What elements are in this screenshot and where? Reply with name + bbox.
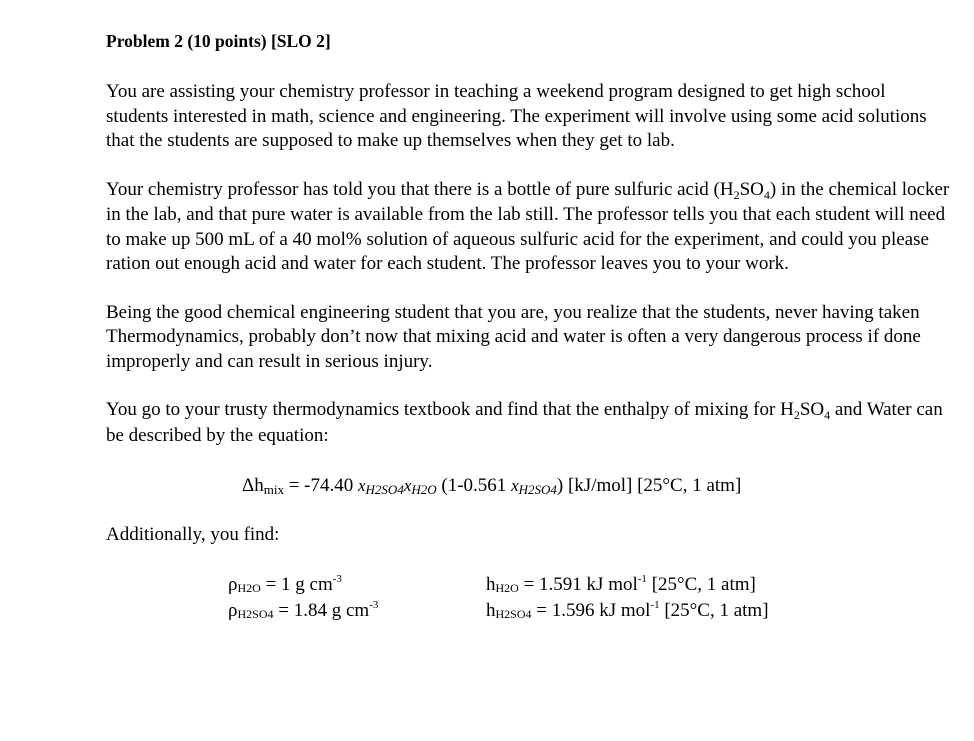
eq-mole-fraction-water: x xyxy=(403,476,412,495)
rho-sub: H2SO4 xyxy=(237,607,274,621)
h-value: = 1.596 kJ mol xyxy=(531,600,651,621)
rho-symbol: ρ xyxy=(228,574,238,595)
rho-sub: H2O xyxy=(237,581,261,595)
h-sub: H2O xyxy=(495,581,519,595)
paragraph-task-text-b: ) in the chemical locker in the lab, and that pure water is available from the lab still. The professor tells you that each student will need to make up 500 mL of a 40 mol% solution of aqueous sulfuric acid for the experiment, and could you please ration out enough acid and water for each student. The professor leaves you to your work. xyxy=(106,178,950,274)
formula-sub-2: 2 xyxy=(793,408,800,422)
paragraph-task xyxy=(106,178,951,277)
h-conditions: [25°C, 1 atm] xyxy=(659,600,769,621)
paragraph-intro: You are assisting your chemistry professor in teaching a weekend program designed to get high school students interested in math, science and engineering. The experiment will involve using some acid solutions that the students are supposed to make up themselves when they get to lab. xyxy=(106,81,927,151)
h-exponent: -1 xyxy=(650,599,660,611)
paragraph-textbook-text-a: You go to your trusty thermodynamics textbook and find that the enthalpy of mixing for xyxy=(106,399,781,420)
formula-sub-4: 4 xyxy=(824,408,831,422)
eq-lhs: Δh xyxy=(242,475,264,496)
rho-value: = 1 g cm xyxy=(260,574,333,595)
formula-h: H xyxy=(780,399,794,420)
eq-mole-fraction-acid-sub: H2SO4 xyxy=(365,482,404,497)
eq-mole-fraction-acid-2-sub: H2SO4 xyxy=(518,482,557,497)
density-column xyxy=(106,573,486,625)
eq-lhs-sub: mix xyxy=(263,482,284,497)
sulfuric-acid-formula-2 xyxy=(780,399,830,420)
eq-mole-fraction-acid-2: x xyxy=(511,476,519,495)
enthalpy-acid xyxy=(486,599,866,625)
h-exponent: -1 xyxy=(637,573,647,585)
problem-document xyxy=(106,30,951,625)
paragraph-safety: Being the good chemical engineering student that you are, you realize that the students, never having taken Thermodynamics, probably don’t now that mixing acid and water is often a very dangerous process if done improperly and can result in serious injury. xyxy=(106,301,921,372)
rho-exponent: -3 xyxy=(369,599,379,611)
h-conditions: [25°C, 1 atm] xyxy=(646,574,756,595)
additionally-label: Additionally, you find: xyxy=(106,524,280,545)
eq-mole-fraction-acid: x xyxy=(358,476,366,495)
formula-h: H xyxy=(719,178,734,200)
problem-title: Problem 2 (10 points) [SLO 2] xyxy=(106,31,331,51)
paragraph-textbook xyxy=(106,398,951,448)
formula-so: SO xyxy=(799,399,825,420)
rho-value: = 1.84 g cm xyxy=(273,600,370,621)
h-sub: H2SO4 xyxy=(495,607,532,621)
density-acid xyxy=(228,599,486,625)
paragraph-textbook-text-b: and Water can be described by the equation: xyxy=(106,399,943,446)
eq-mole-fraction-water-sub: H2O xyxy=(411,482,437,497)
enthalpy-mixing-equation xyxy=(106,474,951,499)
formula-so: SO xyxy=(739,178,764,200)
eq-units: ) [kJ/mol] [25°C, 1 atm] xyxy=(556,475,742,496)
h-value: = 1.591 kJ mol xyxy=(518,574,638,595)
enthalpy-column xyxy=(486,573,866,625)
eq-middle: (1-0.561 xyxy=(436,475,512,496)
sulfuric-acid-formula xyxy=(720,179,770,200)
paragraph-task-text-a: Your chemistry professor has told you that there is a bottle of pure sulfuric acid ( xyxy=(106,178,720,200)
rho-symbol: ρ xyxy=(228,600,238,621)
eq-coefficient: = -74.40 xyxy=(283,475,358,496)
h-symbol: h xyxy=(486,600,496,621)
properties-table xyxy=(106,573,951,625)
enthalpy-water xyxy=(486,573,866,599)
rho-exponent: -3 xyxy=(332,573,342,585)
formula-sub-4: 4 xyxy=(763,187,770,202)
h-symbol: h xyxy=(486,574,496,595)
formula-sub-2: 2 xyxy=(733,187,740,202)
density-water xyxy=(228,573,486,599)
